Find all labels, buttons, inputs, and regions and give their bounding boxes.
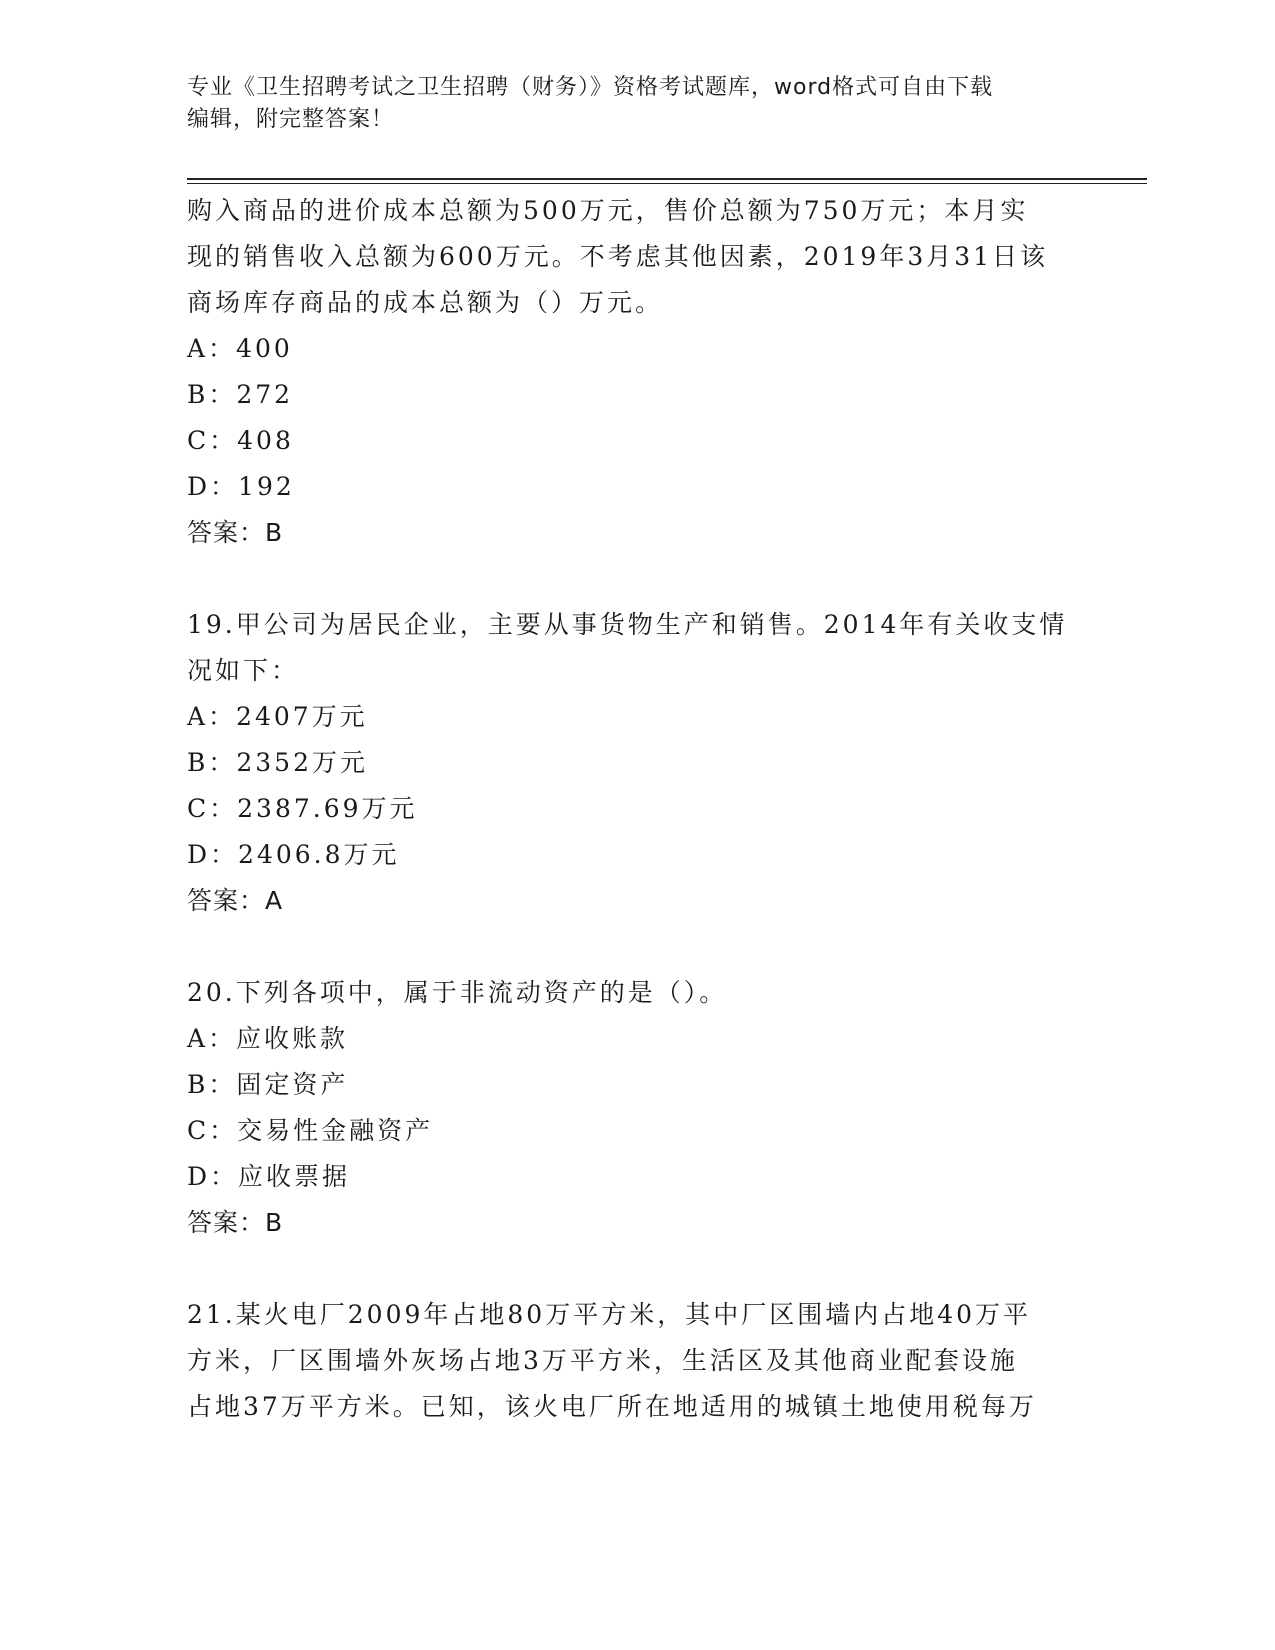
question-19 [187,602,1087,924]
question-stem-line: 20.下列各项中，属于非流动资产的是（）。 [187,978,728,1007]
question-stem-line: 方米，厂区围墙外灰场占地3万平方米，生活区及其他商业配套设施 [187,1346,1018,1375]
question-20 [187,970,1087,1246]
question-stem-line: 况如下： [187,656,300,685]
question-stem-line: 现的销售收入总额为600万元。不考虑其他因素，2019年3月31日该 [187,242,1049,271]
option-d: D：2406.8万元 [187,840,400,869]
option-a: A：2407万元 [187,702,368,731]
question-gap [187,924,1087,970]
document-header [187,72,1087,136]
option-c: C：2387.69万元 [187,794,418,823]
option-b: B：固定资产 [187,1070,349,1099]
option-d: D：192 [187,472,295,501]
question-stem-line: 21.某火电厂2009年占地80万平方米，其中厂区围墙内占地40万平 [187,1300,1032,1329]
option-c: C：408 [187,426,294,455]
option-b: B：272 [187,380,294,409]
question-stem-line: 购入商品的进价成本总额为500万元，售价总额为750万元；本月实 [187,196,1029,225]
question-gap [187,556,1087,602]
option-c: C：交易性金融资产 [187,1116,434,1145]
answer-line: 答案：B [187,518,284,547]
question-stem-line: 19.甲公司为居民企业，主要从事货物生产和销售。2014年有关收支情 [187,610,1068,639]
question-stem-line: 商场库存商品的成本总额为（）万元。 [187,288,664,317]
question-18 [187,188,1087,556]
option-a: A：应收账款 [187,1024,349,1053]
header-line-1: 专业《卫生招聘考试之卫生招聘（财务）》资格考试题库，word格式可自由下载 [187,75,994,100]
answer-line: 答案：B [187,1208,284,1237]
header-divider [187,178,1147,180]
option-b: B：2352万元 [187,748,368,777]
question-list [187,188,1087,1430]
question-gap [187,1246,1087,1292]
question-21 [187,1292,1087,1430]
option-d: D：应收票据 [187,1162,351,1191]
answer-line: 答案：A [187,886,284,915]
header-divider-thin [187,183,1147,184]
option-a: A：400 [187,334,293,363]
question-stem-line: 占地37万平方米。已知，该火电厂所在地适用的城镇土地使用税每万 [187,1392,1037,1421]
header-line-2: 编辑，附完整答案！ [187,107,395,132]
